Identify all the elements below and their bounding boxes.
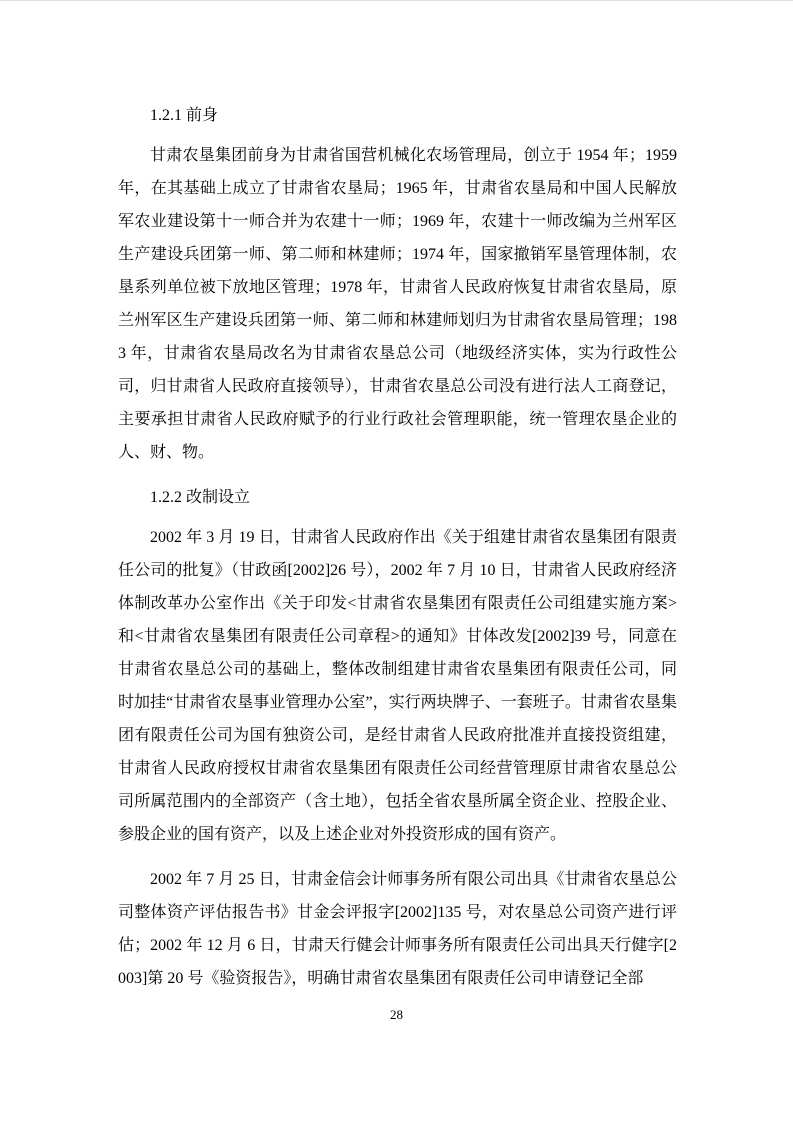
paragraph-asset-appraisal: 2002 年 7 月 25 日，甘肃金信会计师事务所有限公司出具《甘肃省农垦总公司整体资产评估报告书》甘金会评报字[2002]135 号，对农垦总公司资产进行评估；2002 年 12 月 6 日，甘肃天行健会计师事务所有限责任公司出具天行健字[2003]第 20 号《验资报告》，明确甘肃省农垦集团有限责任公司申请登记全部 xyxy=(118,871,677,987)
page-number: 28 xyxy=(390,1007,403,1022)
section-heading-1-2-1: 1.2.1 前身 xyxy=(150,107,219,124)
section-heading-1-2-2: 1.2.2 改制设立 xyxy=(150,489,251,506)
page-content xyxy=(118,99,677,995)
paragraph-restructuring-establishment: 2002 年 3 月 19 日，甘肃省人民政府作出《关于组建甘肃省农垦集团有限责任公司的批复》（甘政函[2002]26 号），2002 年 7 月 10 日，甘肃省人民政府经济体制改革办公室作出《关于印发<甘肃省农垦集团有限责任公司组建实施方案>和<甘肃省农垦集团有限责任公司章程>的通知》甘体改发[2002]39 号，同意在甘肃省农垦总公司的基础上，整体改制组建甘肃省农垦集团有限责任公司，同时加挂“甘肃省农垦事业管理办公室”，实行两块牌子、一套班子。甘肃省农垦集团有限责任公司为国有独资公司，是经甘肃省人民政府批准并直接投资组建，甘肃省人民政府授权甘肃省农垦集团有限责任公司经营管理原甘肃省农垦总公司所属范围内的全部资产（含土地），包括全省农垦所属全资企业、控股企业、参股企业的国有资产，以及上述企业对外投资形成的国有资产。 xyxy=(118,529,677,843)
paragraph-predecessor-history: 甘肃农垦集团前身为甘肃省国营机械化农场管理局，创立于 1954 年；1959 年，在其基础上成立了甘肃省农垦局；1965 年，甘肃省农垦局和中国人民解放军农业建设第十一师合并为农建十一师；1969 年，农建十一师改编为兰州军区生产建设兵团第一师、第二师和林建师；1974 年，国家撤销军垦管理体制，农垦系列单位被下放地区管理；1978 年，甘肃省人民政府恢复甘肃省农垦局，原兰州军区生产建设兵团第一师、第二师和林建师划归为甘肃省农垦局管理；1983 年，甘肃省农垦局改名为甘肃省农垦总公司（地级经济实体，实为行政性公司，归甘肃省人民政府直接领导），甘肃省农垦总公司没有进行法人工商登记，主要承担甘肃省人民政府赋予的行业行政社会管理职能，统一管理农垦企业的人、财、物。 xyxy=(118,147,677,461)
